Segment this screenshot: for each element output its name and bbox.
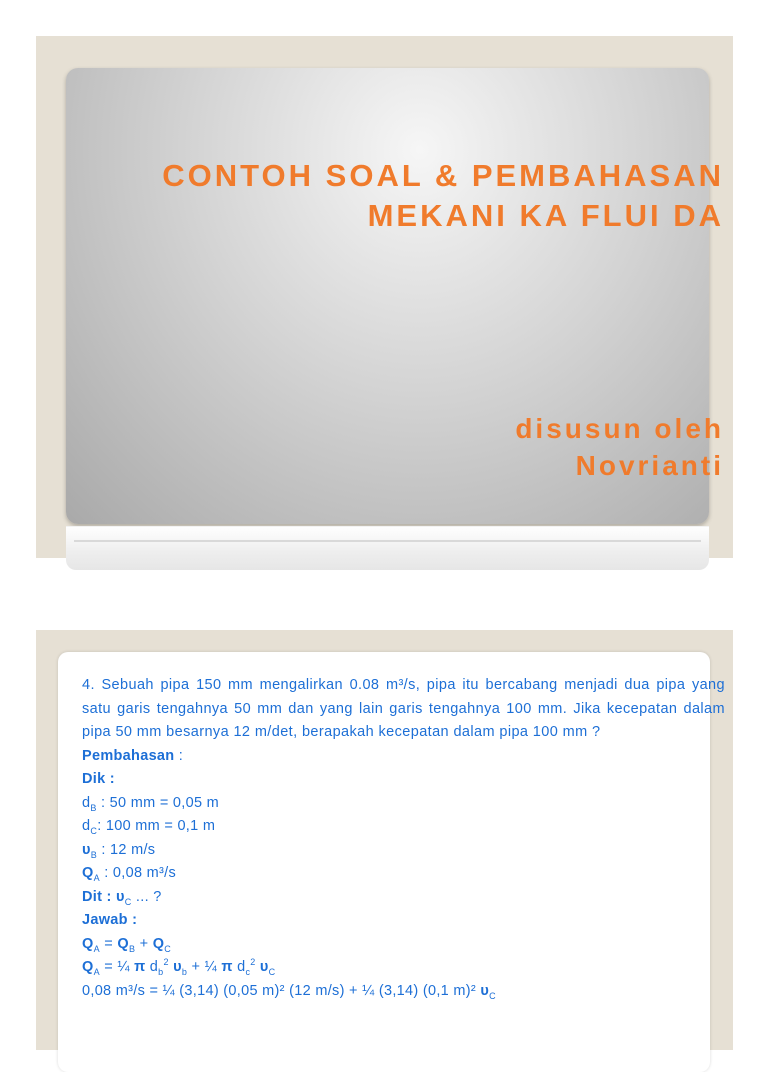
subscript-a: A [93, 943, 100, 954]
given-dC [82, 815, 725, 839]
given-vB-value: : 12 m/s [97, 841, 156, 858]
given-dC-value: : 100 mm = 0,1 m [97, 818, 216, 834]
subscript-c: C [124, 896, 132, 907]
subscript-c: c [245, 966, 251, 977]
subscript-c: C [164, 943, 172, 954]
dit-value: ... ? [131, 888, 162, 905]
subscript-a: A [93, 966, 100, 977]
subscript-c: C [489, 990, 496, 1001]
equation-3 [82, 980, 725, 1004]
equation-1 [82, 933, 725, 957]
subscript-b: b [158, 966, 164, 977]
subscript-b: B [128, 943, 136, 954]
symbol-d: d [82, 794, 91, 811]
symbol-q: Q [82, 959, 94, 975]
dit-line [82, 886, 725, 910]
jawab-heading: Jawab : [82, 912, 138, 928]
given-dB [82, 792, 725, 816]
symbol-d: d [232, 959, 246, 975]
title-bar [66, 526, 709, 570]
symbol-upsilon: υ [255, 959, 269, 975]
subscript-b: b [181, 966, 188, 977]
symbol-q: Q [82, 865, 94, 881]
symbol-upsilon: υ [82, 841, 91, 858]
problem-statement: 4. Sebuah pipa 150 mm mengalirkan 0.08 m³/s, pipa itu bercabang menjadi dua pipa yang satu garis tengahnya 50 mm dan yang lain garis tengahnya 100 mm. Jika kecepatan dalam pipa 50 mm besarnya 12 m/det, berapakah kecepatan dalam pipa 100 mm ? [82, 677, 725, 740]
equals: = [99, 935, 118, 952]
title-line-2: MEKANI KA FLUI DA [367, 198, 724, 233]
pembahasan-colon: : [174, 747, 184, 764]
given-vB [82, 839, 725, 863]
subtitle-line-1: disusun oleh [515, 413, 724, 444]
symbol-d: d [82, 818, 91, 834]
quarter-term: + ¼ [187, 959, 222, 975]
superscript-2: 2 [163, 957, 169, 968]
symbol-q: Q [117, 935, 129, 952]
given-dB-value: : 50 mm = 0,05 m [96, 794, 220, 811]
given-QA [82, 862, 725, 886]
superscript-2: 2 [250, 957, 256, 968]
symbol-pi: π [221, 959, 233, 975]
subscript-c: C [90, 825, 98, 836]
subscript-b: B [90, 802, 97, 813]
subtitle-line-2: Novrianti [575, 450, 724, 481]
slide-content [82, 674, 725, 1003]
subscript-b: B [90, 849, 98, 860]
symbol-q: Q [152, 935, 165, 952]
pembahasan-label: Pembahasan [82, 747, 175, 764]
symbol-upsilon: υ [480, 982, 490, 999]
subscript-c: C [268, 966, 276, 977]
title-line-1: CONTOH SOAL & PEMBAHASAN [162, 158, 724, 193]
equation-3-text: 0,08 m³/s = ¼ (3,14) (0,05 m)² (12 m/s) + ¼ (3,14) (0,1 m)² [82, 982, 481, 999]
pembahasan-heading [82, 745, 725, 769]
slide-title [162, 156, 724, 236]
dik-heading: Dik : [82, 771, 115, 787]
quarter-term: = ¼ [99, 959, 135, 975]
symbol-upsilon: υ [168, 959, 182, 975]
dit-label: Dit : [82, 888, 112, 905]
subscript-a: A [93, 872, 100, 883]
slide-subtitle [515, 410, 724, 484]
given-QA-value: : 0,08 m³/s [99, 865, 177, 881]
symbol-q: Q [82, 935, 94, 952]
symbol-upsilon: υ [111, 888, 125, 905]
equation-2 [82, 956, 725, 980]
plus: + [135, 935, 153, 952]
symbol-pi: π [134, 959, 146, 975]
title-bar-line [74, 540, 701, 542]
symbol-d: d [145, 959, 159, 975]
